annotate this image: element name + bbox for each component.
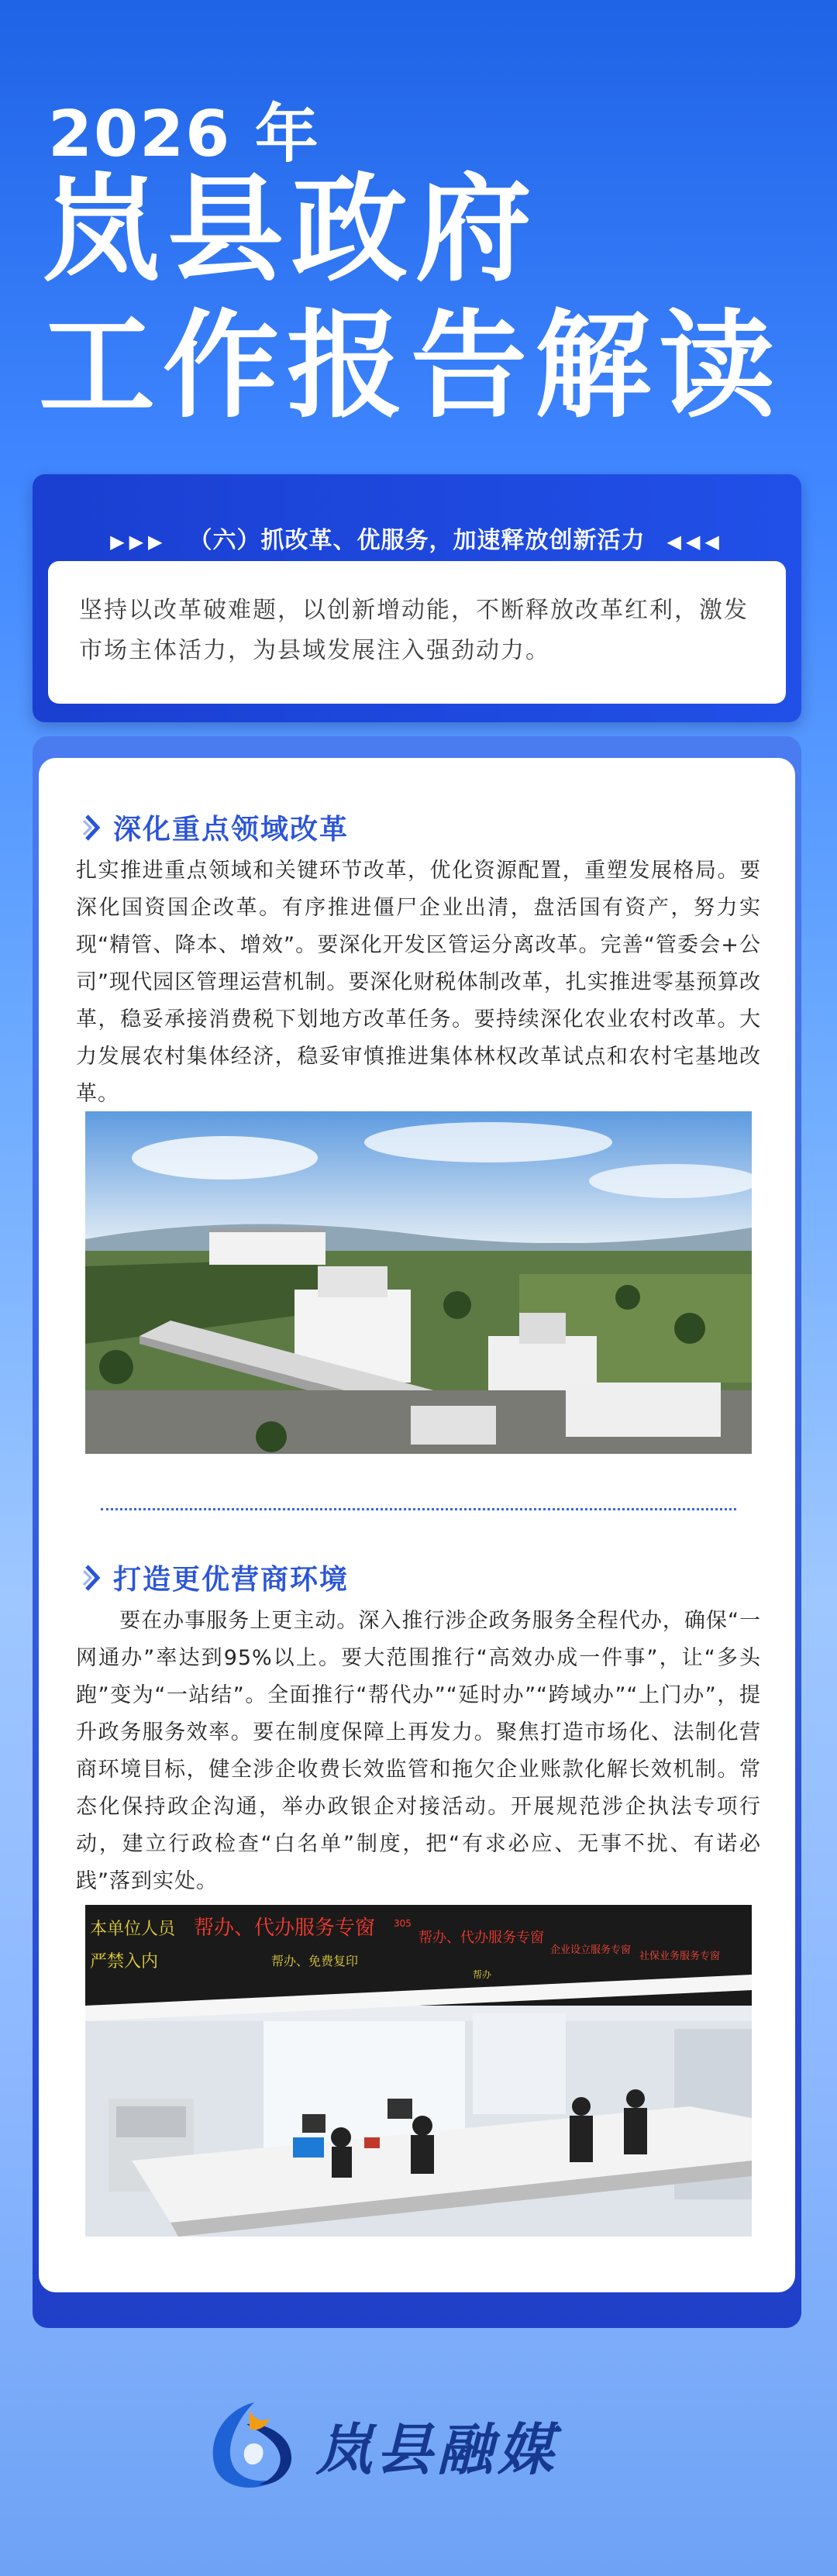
- intro-banner: [33, 474, 801, 722]
- chevron-right-icon: [82, 1563, 104, 1593]
- arrows-left-icon: ▶▶▶: [110, 531, 167, 553]
- industrial-park-photo: [85, 1111, 752, 1454]
- section-2-heading: [82, 1558, 349, 1597]
- content-card: [39, 758, 795, 2292]
- title-line-1: 岚县政府: [43, 163, 540, 298]
- section-1-text: 扎实推进重点领域和关键环节改革，优化资源配置，重塑发展格局。要深化国资国企改革。有序推进僵尸企业出清，盘活国有资产，努力实现“精管、降本、增效”。要深化开发区管运分离改革。完善“管委会+公司”现代园区管理运营机制。要深化财税体制改革，扎实推进零基预算改革，稳妥承接消费税下划地方改革任务。要持续深化农业农村改革。大力发展农村集体经济，稳妥审慎推进集体林权改革试点和农村宅基地改革。: [76, 859, 761, 1106]
- intro-title-row: [33, 521, 801, 555]
- led-text: 本单位人员: [90, 1920, 176, 1939]
- media-logo: [200, 2395, 558, 2495]
- led-text: 企业设立服务专窗: [550, 1944, 632, 1956]
- title-line-2: 工作报告解读: [39, 299, 784, 434]
- chevron-right-icon: [82, 813, 104, 842]
- led-text: 严禁入内: [90, 1952, 159, 1972]
- intro-text: 坚持以改革破难题，以创新增动能，不断释放改革红利，激发市场主体活力，为县域发展注入强劲动力。: [48, 561, 786, 704]
- intro-title: （六）抓改革、优服务，加速释放创新活力: [188, 527, 646, 554]
- report-year: 2026 年: [48, 98, 320, 171]
- service-hall-illustration: [85, 1905, 752, 2237]
- led-text: 帮办、代办服务专窗: [418, 1930, 544, 1946]
- led-text: 社保业务服务专窗: [639, 1951, 721, 1962]
- led-text: 帮办、免费复印: [271, 1954, 359, 1968]
- media-logo-text: 岚县融媒: [316, 2417, 559, 2482]
- led-text: 帮办、代办服务专窗: [194, 1917, 376, 1940]
- service-hall-photo: [85, 1905, 752, 2237]
- section-2-title: 打造更优营商环境: [113, 1564, 350, 1596]
- industrial-park-illustration: [85, 1111, 752, 1454]
- section-1-heading: [82, 808, 349, 847]
- arrows-right-icon: ◀◀◀: [666, 531, 724, 553]
- led-text: 305: [394, 1918, 412, 1929]
- section-2-text: 要在办事服务上更主动。深入推行涉企政务服务全程代办，确保“一网通办”率达到95%以上。要大范围推行“高效办成一件事”，让“多头跑”变为“一站结”。全面推行“帮代办”“延时办”“跨域办”“上门办”，提升政务服务效率。要在制度保障上再发力。聚焦打造市场化、法制化营商环境目标，健全涉企收费长效监管和拖欠企业账款化解长效机制。常态化保持政企沟通，举办政银企对接活动。开展规范涉企执法专项行动，建立行政检查“白名单”制度，把“有求必应、无事不扰、有诺必践”落到实处。: [76, 1609, 761, 1893]
- led-text: 帮办: [473, 1969, 492, 1980]
- media-logo-icon: [200, 2395, 308, 2495]
- section-divider: [101, 1508, 736, 1510]
- section-1-title: 深化重点领域改革: [113, 814, 350, 845]
